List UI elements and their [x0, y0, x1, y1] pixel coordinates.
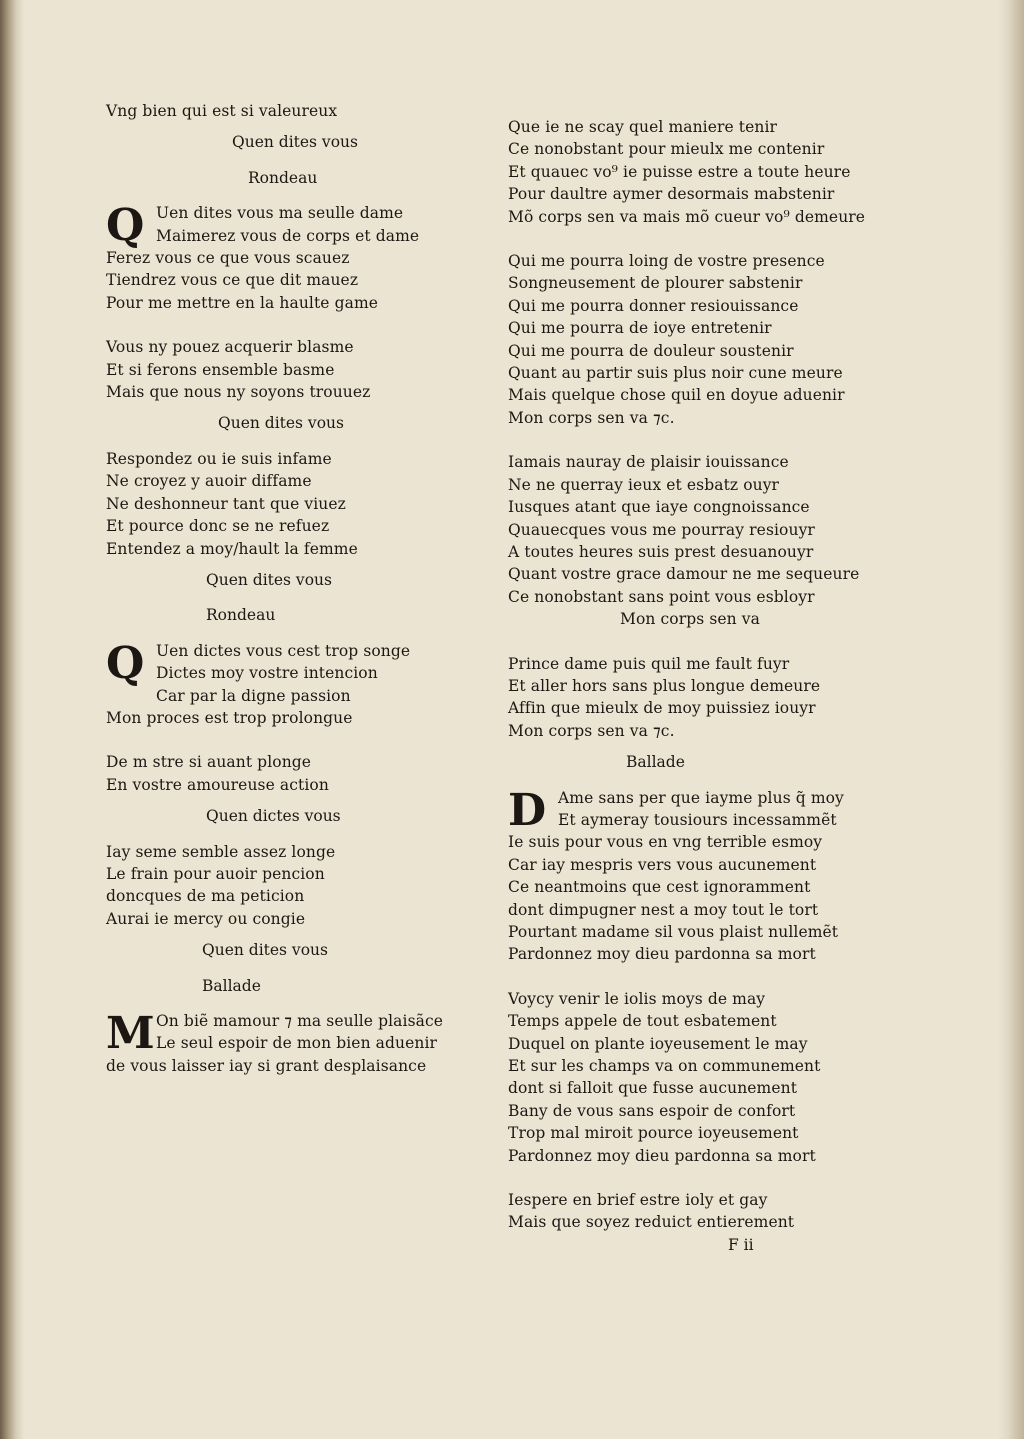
verse-line: Ce nonobstant pour mieulx me contenir — [508, 140, 825, 159]
verse-line: Que ie ne scay quel maniere tenir — [508, 118, 778, 136]
refrain-line: Mon corps sen va — [620, 610, 760, 629]
verse-line: Ferez vous ce que vous scauez — [106, 249, 350, 268]
verse-line: Temps appele de tout esbatement — [508, 1012, 777, 1031]
verse-line: Quant au partir suis plus noir cune meure — [508, 364, 843, 383]
drop-cap: D — [508, 784, 547, 836]
verse-line: Qui me pourra loing de vostre presence — [508, 252, 825, 271]
verse-line: Iay seme semble assez longe — [106, 842, 336, 861]
verse-line: Iusques atant que iaye congnoissance — [508, 498, 810, 517]
verse-line: Mõ corps sen va mais mõ cueur vo⁹ demeure — [508, 207, 866, 226]
verse-line: Dictes moy vostre intencion — [156, 664, 378, 683]
verse-line: Quauecques vous me pourray resiouyr — [508, 520, 815, 539]
drop-cap: Q — [106, 200, 145, 252]
verse-line: Et sur les champs va on communement — [508, 1057, 821, 1076]
stanza — [106, 202, 501, 314]
verse-line: A toutes heures suis prest desuanouyr — [508, 542, 814, 561]
heading-ballade: Ballade — [626, 753, 685, 772]
verse-line: Ame sans per que iayme plus q̃ moy — [558, 788, 844, 807]
verse-line: Ce nonobstant sans point vous esbloyr — [508, 587, 815, 606]
verse-line: Et aymeray tousiours incessammẽt — [558, 810, 837, 829]
verse-line: Pour me mettre en la haulte game — [106, 293, 379, 312]
verse-line: En vostre amoureuse action — [106, 775, 329, 794]
verse-line: Ne deshonneur tant que viuez — [106, 494, 346, 513]
heading-quen-dites-vous: Quen dites vous — [232, 133, 358, 152]
verse-line: On biẽ mamour ⁊ ma seulle plaisãce — [156, 1012, 444, 1030]
verse-line: Trop mal miroit pource ioyeusement — [508, 1124, 799, 1143]
verse-line: de vous laisser iay si grant desplaisance — [106, 1056, 427, 1075]
verse-line: Prince dame puis quil me fault fuyr — [508, 654, 790, 673]
verse-line: Car iay mespris vers vous aucunement — [508, 855, 817, 874]
verse-line: Qui me pourra de ioye entretenir — [508, 319, 772, 338]
verse-line: Mon corps sen va ⁊c. — [508, 408, 675, 427]
verse-line: Quant vostre grace damour ne me sequeure — [508, 565, 860, 584]
heading-rondeau: Rondeau — [206, 606, 276, 625]
verse-line: doncques de ma peticion — [106, 887, 305, 906]
verse-line: Et aller hors sans plus longue demeure — [508, 676, 821, 695]
verse-line: Qui me pourra de douleur soustenir — [508, 341, 794, 360]
verse-line: Le frain pour auoir pencion — [106, 864, 325, 883]
heading-rondeau: Rondeau — [248, 168, 318, 187]
verse-line: Iespere en brief estre ioly et gay — [508, 1191, 768, 1210]
verse-line: dont dimpugner nest a moy tout le tort — [508, 900, 819, 919]
verse-line: Ce neantmoins que cest ignoramment — [508, 878, 811, 897]
stanza — [106, 637, 501, 730]
verse-line: Pardonnez moy dieu pardonna sa mort — [508, 945, 816, 964]
verse-line: Voycy venir le iolis moys de may — [508, 989, 766, 1008]
verse-line: Tiendrez vous ce que dit mauez — [106, 271, 359, 290]
verse-line: Uen dites vous ma seulle dame — [156, 204, 404, 223]
heading-quen-dites-vous: Quen dites vous — [202, 941, 328, 960]
verse-line: Et quauec vo⁹ ie puisse estre a toute heure — [508, 162, 851, 181]
verse-line: dont si falloit que fusse aucunement — [508, 1079, 798, 1098]
verse-line: Mais que soyez reduict entierement — [508, 1213, 795, 1232]
verse-line: Ne croyez y auoir diffame — [106, 472, 312, 491]
verse-line: Entendez a moy/hault la femme — [106, 539, 358, 558]
verse-line: Uen dictes vous cest trop songe — [156, 641, 411, 660]
verse-line: Mon corps sen va ⁊c. — [508, 721, 675, 740]
stanza — [508, 784, 888, 966]
verse-line: Et pource donc se ne refuez — [106, 517, 330, 536]
stanza — [106, 1010, 501, 1077]
verse-line: De m stre si auant plonge — [106, 753, 312, 772]
verse-line: Et si ferons ensemble basme — [106, 360, 335, 379]
verse-line: Respondez ou ie suis infame — [106, 449, 332, 468]
signature-mark: F ii — [728, 1235, 754, 1254]
heading-quen-dites-vous: Quen dites vous — [218, 414, 344, 433]
verse-line: Bany de vous sans espoir de confort — [508, 1101, 796, 1120]
drop-cap: Q — [106, 637, 145, 689]
verse-line: Pourtant madame sil vous plaist nullemẽt — [508, 923, 839, 941]
verse-line: Ie suis pour vous en vng terrible esmoy — [508, 833, 823, 852]
left-column — [106, 100, 501, 1077]
verse-line: Le seul espoir de mon bien aduenir — [156, 1034, 438, 1053]
verse-line: Mon proces est trop prolongue — [106, 708, 353, 727]
right-column — [508, 116, 888, 1256]
verse-line: Songneusement de plourer sabstenir — [508, 274, 803, 293]
verse-line: Iamais nauray de plaisir iouissance — [508, 453, 789, 472]
verse-line: Mais que nous ny soyons trouuez — [106, 383, 371, 402]
verse-line: Aurai ie mercy ou congie — [106, 909, 306, 928]
verse-line: Maimerez vous de corps et dame — [156, 226, 420, 245]
verse-line: Affin que mieulx de moy puissiez iouyr — [508, 699, 816, 718]
page-edge — [998, 0, 1024, 1439]
verse-line: Ne ne querray ieux et esbatz ouyr — [508, 475, 780, 494]
intro-line: Vng bien qui est si valeureux — [106, 102, 338, 120]
heading-quen-dites-vous: Quen dites vous — [206, 570, 332, 589]
heading-ballade: Ballade — [202, 976, 261, 995]
drop-cap: M — [106, 1008, 155, 1059]
heading-quen-dictes-vous: Quen dictes vous — [206, 807, 341, 826]
verse-line: Vous ny pouez acquerir blasme — [106, 338, 354, 357]
book-binding-gutter — [0, 0, 24, 1439]
verse-line: Pour daultre aymer desormais mabstenir — [508, 185, 835, 204]
verse-line: Mais quelque chose quil en doyue aduenir — [508, 386, 845, 405]
verse-line: Qui me pourra donner resiouissance — [508, 296, 799, 315]
verse-line: Duquel on plante ioyeusement le may — [508, 1034, 808, 1053]
verse-line: Pardonnez moy dieu pardonna sa mort — [508, 1146, 816, 1165]
verse-line: Car par la digne passion — [156, 686, 351, 705]
